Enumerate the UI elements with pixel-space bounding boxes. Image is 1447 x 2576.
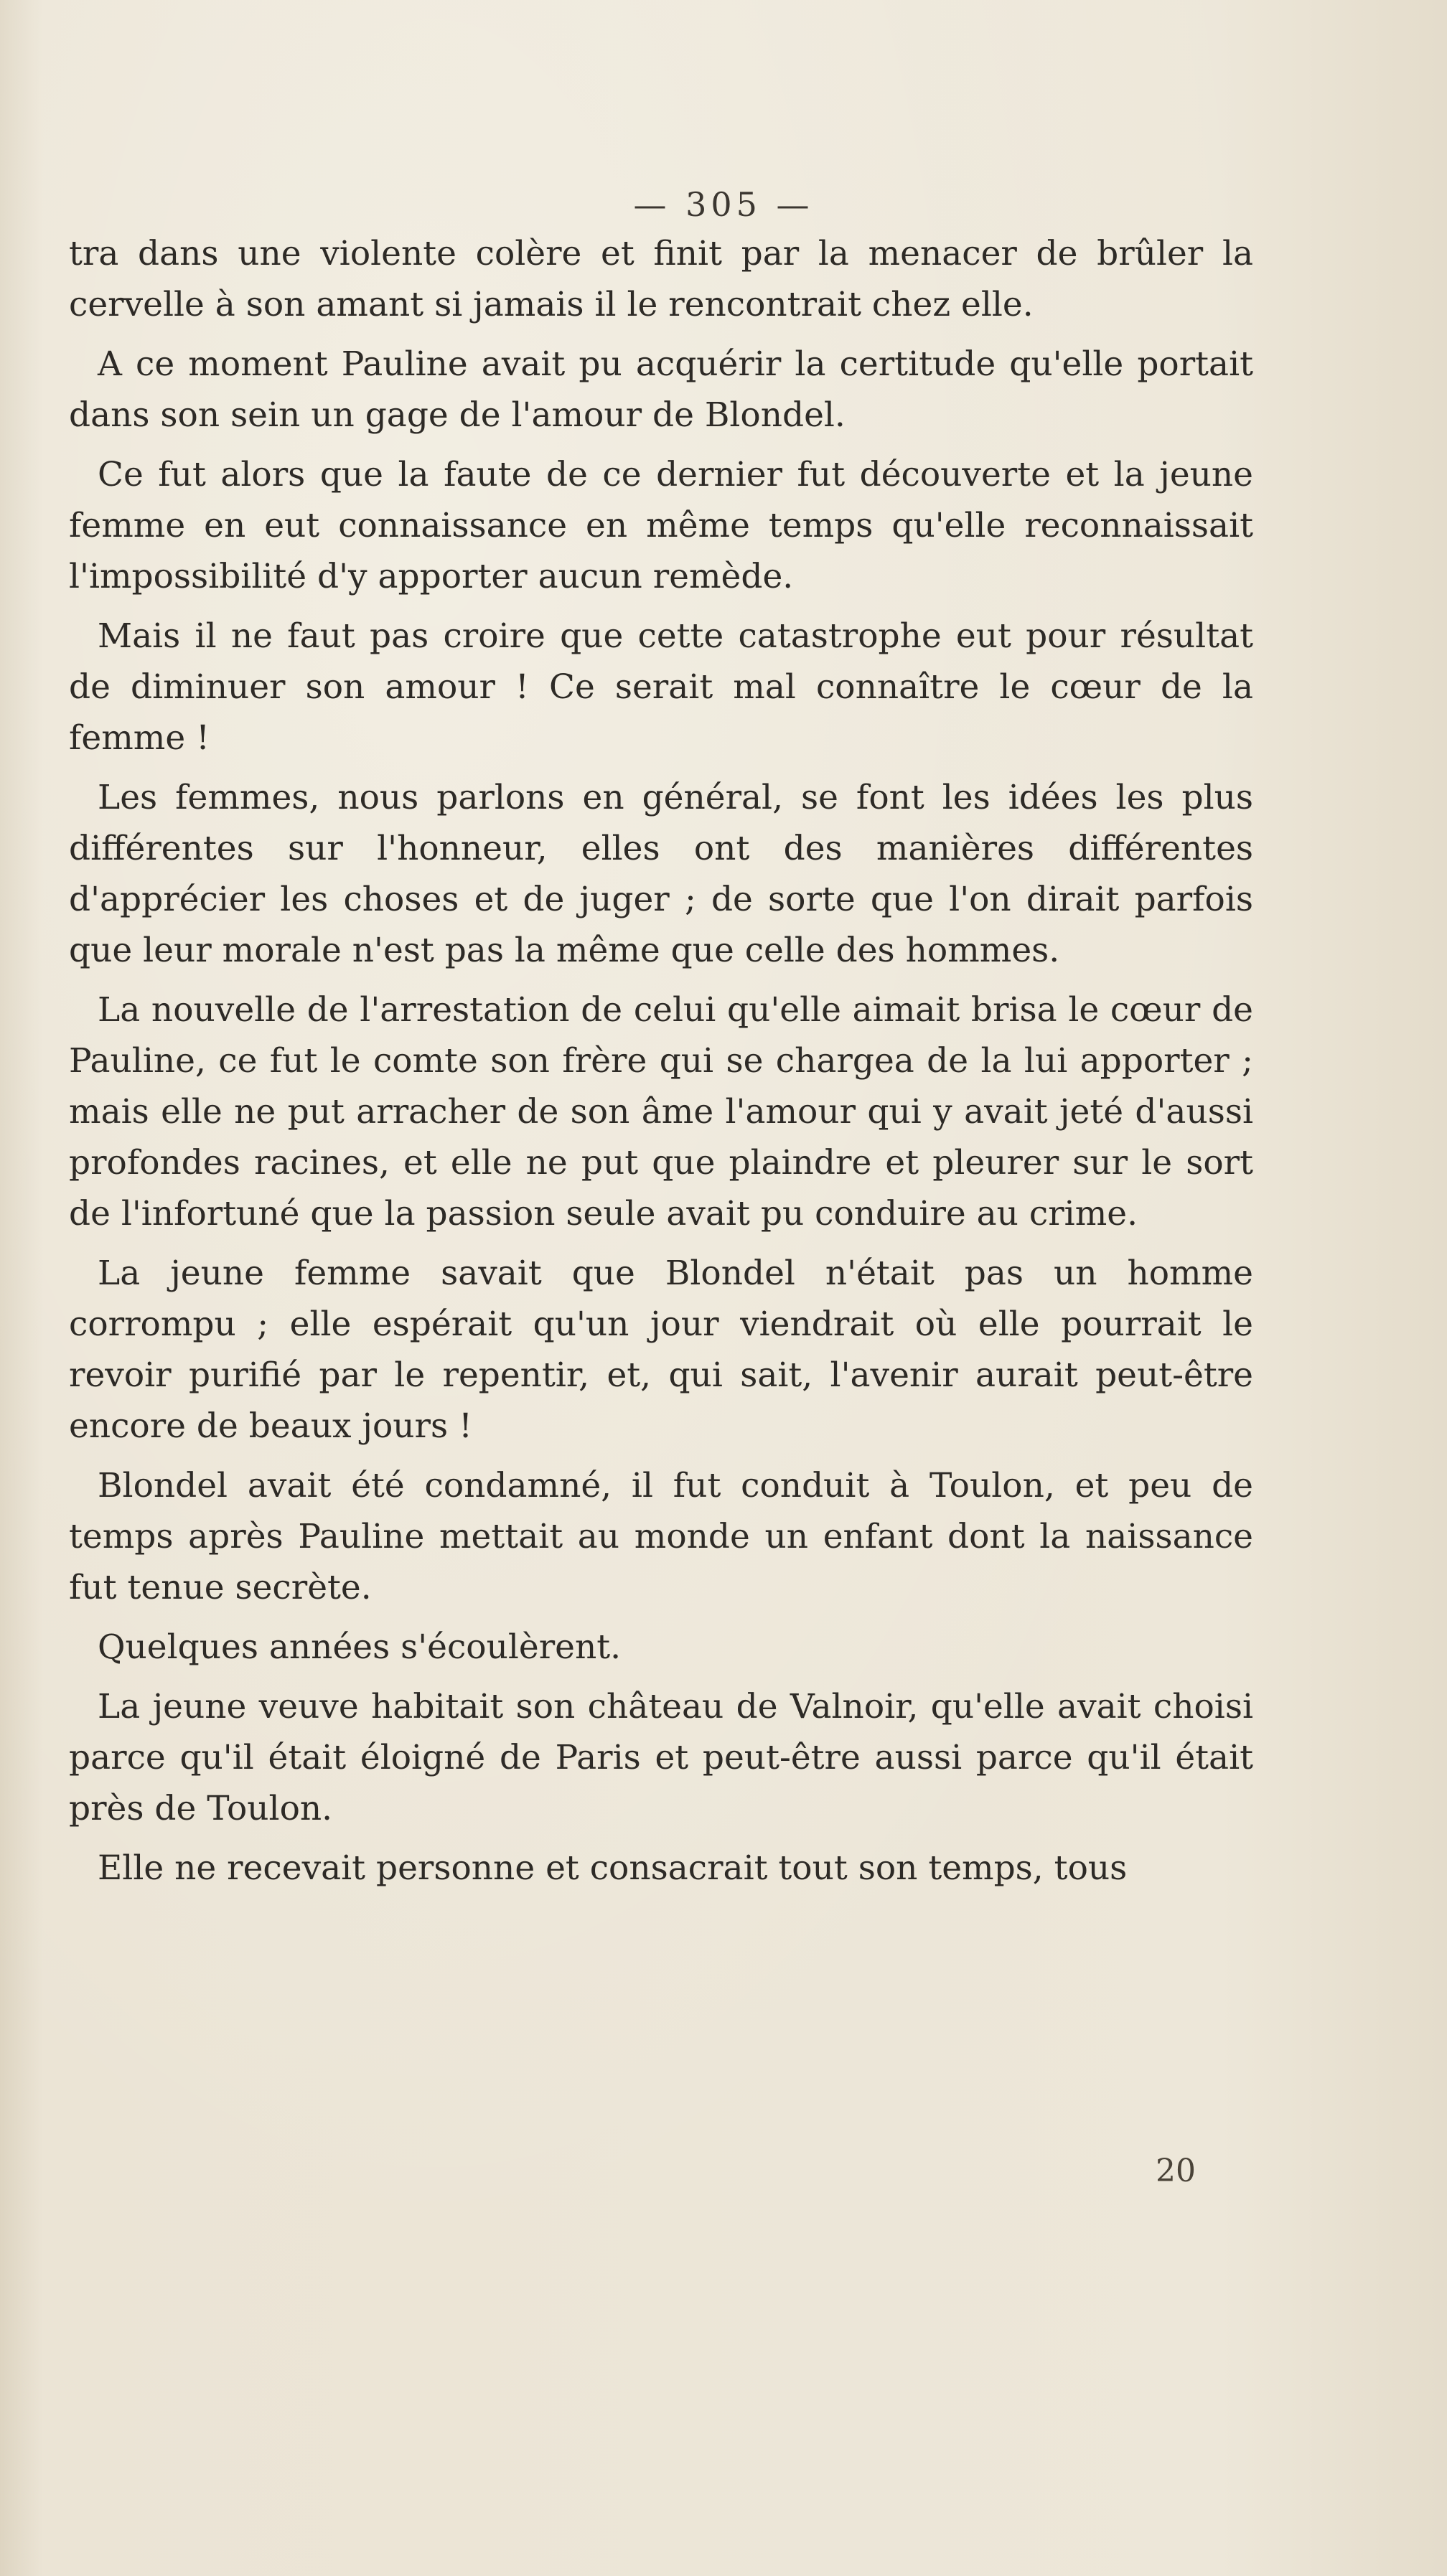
paragraph: tra dans une violente colère et finit par la menacer de brûler la cervelle à son amant si jamais il le rencontrait chez elle. bbox=[69, 234, 1253, 324]
paragraph: Ce fut alors que la faute de ce dernier fut découverte et la jeune femme en eut connaissance en même temps qu'elle reconnaissait l'impossibilité d'y apporter aucun remède. bbox=[69, 455, 1253, 596]
paragraph: La jeune veuve habitait son château de Valnoir, qu'elle avait choisi parce qu'il était éloigné de Paris et peut-être aussi parce qu'il était près de Toulon. bbox=[69, 1687, 1253, 1828]
page-body bbox=[69, 228, 1253, 1902]
paragraph: Blondel avait été condamné, il fut conduit à Toulon, et peu de temps après Pauline mettait au monde un enfant dont la naissance fut tenue secrète. bbox=[69, 1466, 1253, 1607]
signature-mark: 20 bbox=[1156, 2153, 1196, 2189]
paragraph: Mais il ne faut pas croire que cette catastrophe eut pour résultat de diminuer son amour ! Ce serait mal connaître le cœur de la femme ! bbox=[69, 616, 1253, 758]
paragraph: La jeune femme savait que Blondel n'était pas un homme corrompu ; elle espérait qu'un jour viendrait où elle pourrait le revoir purifié par le repentir, et, qui sait, l'avenir aurait peut-être encore de beaux jours ! bbox=[69, 1254, 1253, 1446]
page-header: — 305 — bbox=[633, 185, 814, 224]
paragraph: Les femmes, nous parlons en général, se font les idées les plus différentes sur l'honneur, elles ont des manières différentes d'apprécier les choses et de juger ; de sorte que l'on dirait parfois que leur morale n'est pas la même que celle des hommes. bbox=[69, 778, 1253, 970]
paragraph: Quelques années s'écoulèrent. bbox=[98, 1627, 622, 1667]
paragraph: La nouvelle de l'arrestation de celui qu'elle aimait brisa le cœur de Pauline, ce fut le comte son frère qui se chargea de la lui apporter ; mais elle ne put arracher de son âme l'amour qui y avait jeté d'aussi profondes racines, et elle ne put que plaindre et pleurer sur le sort de l'infortuné que la passion seule avait pu conduire au crime. bbox=[69, 990, 1253, 1233]
paragraph: Elle ne recevait personne et consacrait tout son temps, tous bbox=[98, 1848, 1128, 1888]
paragraph: A ce moment Pauline avait pu acquérir la certitude qu'elle portait dans son sein un gage de l'amour de Blondel. bbox=[69, 344, 1253, 435]
